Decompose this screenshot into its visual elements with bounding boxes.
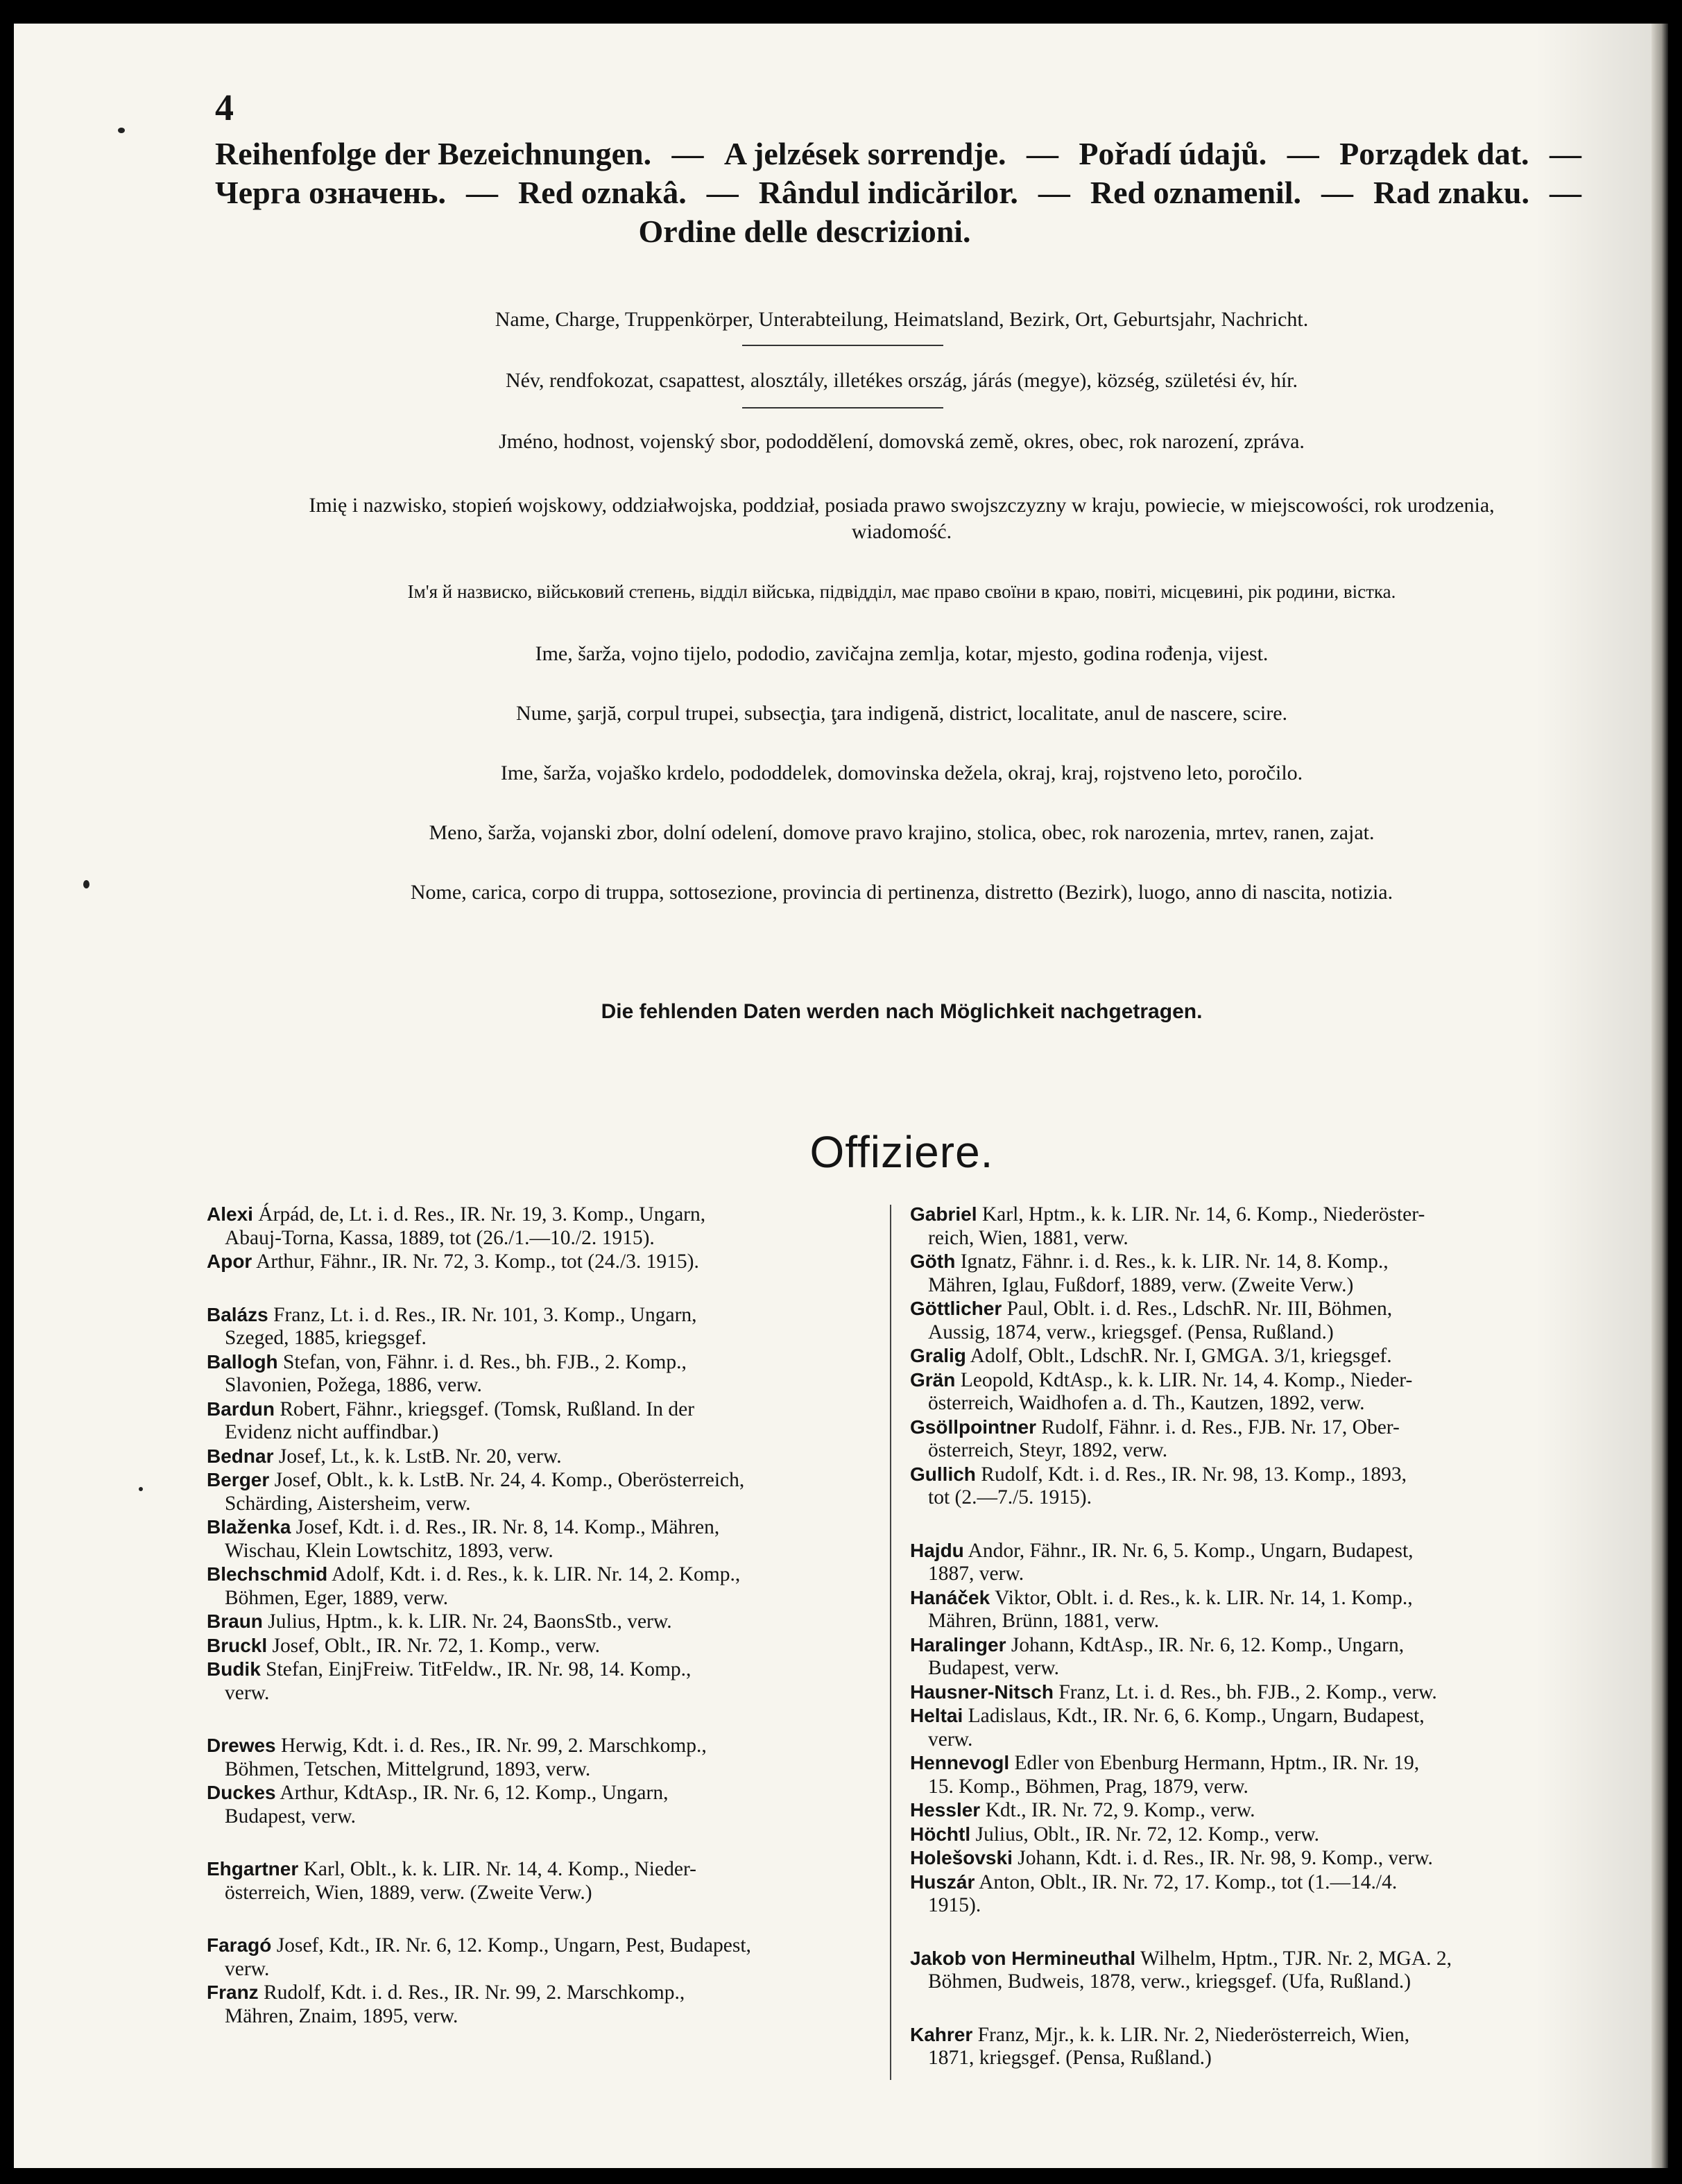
heading-part: Porządek dat. xyxy=(1339,136,1529,171)
officer-details-continued: verw. xyxy=(225,1957,270,1980)
officer-details: Josef, Oblt., k. k. LstB. Nr. 24, 4. Komp., Oberösterreich, xyxy=(274,1469,745,1491)
officer-entry xyxy=(910,1297,1565,1344)
officer-surname: Bruckl xyxy=(207,1634,268,1656)
officer-details: Robert, Fähnr., kriegsgef. (Tomsk, Rußland. In der xyxy=(280,1398,695,1420)
officer-entry xyxy=(910,1680,1565,1705)
officer-entry xyxy=(207,1610,886,1634)
page-number: 4 xyxy=(215,87,234,128)
officer-details-continued: Böhmen, Eger, 1889, verw. xyxy=(225,1586,449,1609)
entry-gap xyxy=(910,1994,1565,2023)
officer-entry xyxy=(910,1344,1565,1368)
officer-surname: Bednar xyxy=(207,1445,274,1467)
officer-surname: Hessler xyxy=(910,1799,981,1821)
officer-entry xyxy=(910,1368,1565,1416)
officer-details: Arthur, KdtAsp., IR. Nr. 6, 12. Komp., Ungarn, xyxy=(280,1782,669,1804)
heading-dash: — xyxy=(465,175,498,210)
officer-surname: Apor xyxy=(207,1250,252,1272)
officer-surname: Hausner-Nitsch xyxy=(910,1680,1054,1703)
officer-surname: Budik xyxy=(207,1658,261,1680)
officer-surname: Gsöllpointner xyxy=(910,1416,1036,1438)
heading-part: Rândul indicărilor. xyxy=(758,175,1018,210)
officer-entry xyxy=(207,1634,886,1658)
officer-details: Julius, Oblt., IR. Nr. 72, 12. Komp., verw. xyxy=(975,1823,1319,1846)
officer-details: Karl, Hptm., k. k. LIR. Nr. 14, 6. Komp., Niederöster- xyxy=(981,1203,1425,1226)
officer-surname: Jakob von Hermineuthal xyxy=(910,1947,1136,1969)
officer-details-continued: reich, Wien, 1881, verw. xyxy=(928,1226,1129,1249)
heading-part: Pořadí údajů. xyxy=(1079,136,1267,171)
key-line-czech: Jméno, hodnost, vojenský sbor, pododdělení, domovská země, okres, obec, rok narození, zpráva. xyxy=(499,430,1305,453)
officer-details: Adolf, Oblt., LdschR. Nr. I, GMGA. 3/1, kriegsgef. xyxy=(970,1345,1392,1367)
officer-entry xyxy=(207,1857,886,1904)
officer-details-continued: österreich, Wien, 1889, verw. (Zweite Verw.) xyxy=(225,1881,592,1904)
heading-part: Red oznamenil. xyxy=(1090,175,1301,210)
officer-details-continued: verw. xyxy=(928,1728,973,1751)
officer-entry xyxy=(910,1463,1565,1510)
officer-surname: Franz xyxy=(207,1981,259,2003)
key-line-ukrainian: Ім'я й назвиско, військовий степень, відділ війська, підвідділ, має право своїни в краю, повіті, місцевині, рік родини, вістка. xyxy=(407,581,1396,602)
officer-entry xyxy=(207,1468,886,1515)
officer-entry xyxy=(910,1751,1565,1798)
officer-surname: Alexi xyxy=(207,1203,253,1225)
officer-surname: Ballogh xyxy=(207,1350,278,1373)
officer-details: Arthur, Fähnr., IR. Nr. 72, 3. Komp., tot (24./3. 1915). xyxy=(256,1250,699,1273)
officer-details-continued: verw. xyxy=(225,1681,270,1704)
officer-details: Karl, Oblt., k. k. LIR. Nr. 14, 4. Komp., Nieder- xyxy=(303,1858,697,1880)
officer-details: Stefan, EinjFreiw. TitFeldw., IR. Nr. 98, 14. Komp., xyxy=(266,1658,692,1680)
officer-entry xyxy=(910,1704,1565,1751)
key-line-hungarian: Név, rendfokozat, csapattest, alosztály, illetékes ország, járás (megye), község, születési év, hír. xyxy=(505,369,1298,392)
heading-part: Reihenfolge der Bezeichnungen. xyxy=(215,136,652,171)
heading-dash: — xyxy=(1549,175,1581,210)
officer-entry xyxy=(207,1563,886,1610)
officer-entry xyxy=(207,1658,886,1705)
officer-entry xyxy=(207,1445,886,1469)
officer-details: Franz, Lt. i. d. Res., IR. Nr. 101, 3. Komp., Ungarn, xyxy=(273,1303,697,1326)
officer-surname: Duckes xyxy=(207,1782,276,1803)
officer-surname: Heltai xyxy=(910,1705,963,1726)
officer-surname: Berger xyxy=(207,1469,270,1490)
left-column xyxy=(207,1203,886,2028)
officer-details: Rudolf, Kdt. i. d. Res., IR. Nr. 99, 2. Marschkomp., xyxy=(264,1981,685,2004)
print-speck xyxy=(83,880,89,888)
heading-dash: — xyxy=(1287,136,1319,171)
officer-surname: Höchtl xyxy=(910,1823,971,1845)
officer-surname: Braun xyxy=(207,1610,263,1632)
officer-surname: Hajdu xyxy=(910,1539,964,1561)
officer-surname: Göttlicher xyxy=(910,1298,1002,1319)
officer-entry xyxy=(910,1539,1565,1586)
page-edge-shadow xyxy=(1651,24,1668,2168)
heading-dash: — xyxy=(1321,175,1353,210)
officer-details: Paul, Oblt. i. d. Res., LdschR. Nr. III, Böhmen, xyxy=(1006,1298,1393,1320)
officer-details: Kdt., IR. Nr. 72, 9. Komp., verw. xyxy=(985,1799,1255,1821)
officer-entry xyxy=(910,1633,1565,1680)
key-line-slovenian: Ime, šarža, vojaško krdelo, pododdelek, domovinska dežela, okraj, kraj, rojstveno leto, poročilo. xyxy=(500,762,1303,784)
heading-part: Rad znaku. xyxy=(1373,175,1529,210)
officer-entry xyxy=(910,1798,1565,1823)
officer-details: Rudolf, Kdt. i. d. Res., IR. Nr. 98, 13. Komp., 1893, xyxy=(981,1463,1407,1486)
officer-entry xyxy=(207,1203,886,1250)
entry-gap xyxy=(207,1705,886,1734)
officer-entry xyxy=(207,1250,886,1274)
officer-details: Josef, Kdt. i. d. Res., IR. Nr. 8, 14. Komp., Mähren, xyxy=(295,1516,720,1538)
print-speck xyxy=(118,128,125,133)
officer-surname: Balázs xyxy=(207,1303,268,1325)
officer-entry xyxy=(910,1947,1565,1994)
officer-details-continued: 1915). xyxy=(928,1894,981,1916)
officer-surname: Ehgartner xyxy=(207,1858,299,1880)
officer-details-continued: Aussig, 1874, verw., kriegsgef. (Pensa, Rußland.) xyxy=(928,1321,1334,1343)
heading-dash: — xyxy=(1549,136,1581,171)
officer-entry xyxy=(910,2023,1565,2070)
officer-surname: Göth xyxy=(910,1250,956,1272)
officer-details-continued: Böhmen, Budweis, 1878, verw., kriegsgef. (Ufa, Rußland.) xyxy=(928,1970,1411,1993)
officer-entry xyxy=(207,1515,886,1563)
key-line-slovak: Meno, šarža, vojanski zbor, dolní odelení, domove pravo krajino, stolica, obec, rok narozenia, mrtev, ranen, zajat. xyxy=(429,821,1375,844)
officer-details: Edler von Ebenburg Hermann, Hptm., IR. Nr. 19, xyxy=(1014,1752,1420,1774)
heading-line-2 xyxy=(215,173,1581,212)
missing-data-note: Die fehlenden Daten werden nach Möglichkeit nachgetragen. xyxy=(601,1000,1203,1023)
officer-details-continued: 1871, kriegsgef. (Pensa, Rußland.) xyxy=(928,2047,1212,2069)
officer-details-continued: Schärding, Aistersheim, verw. xyxy=(225,1492,471,1515)
officer-details-continued: Evidenz nicht auffindbar.) xyxy=(225,1421,439,1443)
officer-details-continued: Mähren, Brünn, 1881, verw. xyxy=(928,1610,1160,1632)
officer-details-continued: Budapest, verw. xyxy=(225,1805,356,1828)
key-line-italian: Nome, carica, corpo di truppa, sottosezione, provincia di pertinenza, distretto (Bezirk), luogo, anno di nascita, notizia. xyxy=(410,881,1393,904)
officer-surname: Gralig xyxy=(910,1345,966,1366)
officer-details-continued: 15. Komp., Böhmen, Prag, 1879, verw. xyxy=(928,1775,1248,1798)
officer-details-continued: Wischau, Klein Lowtschitz, 1893, verw. xyxy=(225,1539,553,1562)
officer-details: Leopold, KdtAsp., k. k. LIR. Nr. 14, 4. Komp., Nieder- xyxy=(960,1368,1413,1391)
heading-line-1 xyxy=(215,135,1581,173)
officer-entry xyxy=(910,1846,1565,1871)
entry-gap xyxy=(910,1918,1565,1947)
separator-rule xyxy=(742,407,943,409)
officer-details-continued: Mähren, Iglau, Fußdorf, 1889, verw. (Zweite Verw.) xyxy=(928,1273,1354,1296)
officer-details: Stefan, von, Fähnr. i. d. Res., bh. FJB., 2. Komp., xyxy=(283,1350,687,1373)
officer-surname: Kahrer xyxy=(910,2023,973,2045)
officer-surname: Faragó xyxy=(207,1934,272,1956)
officer-details-continued: Böhmen, Tetschen, Mittelgrund, 1893, verw. xyxy=(225,1757,591,1780)
officer-entry xyxy=(207,1398,886,1445)
officer-entry xyxy=(910,1250,1565,1297)
officer-entry xyxy=(207,1781,886,1828)
officer-details-continued: Mähren, Znaim, 1895, verw. xyxy=(225,2004,458,2027)
officer-entry xyxy=(207,1350,886,1398)
officer-details: Franz, Lt. i. d. Res., bh. FJB., 2. Komp., verw. xyxy=(1058,1680,1437,1703)
officer-details-continued: tot (2.—7./5. 1915). xyxy=(928,1486,1092,1508)
officer-surname: Haralinger xyxy=(910,1633,1006,1656)
entry-gap xyxy=(207,1274,886,1303)
officer-details: Johann, Kdt. i. d. Res., IR. Nr. 98, 9. Komp., verw. xyxy=(1018,1847,1433,1869)
officer-surname: Drewes xyxy=(207,1735,276,1756)
officer-details: Anton, Oblt., IR. Nr. 72, 17. Komp., tot (1.—14./4. xyxy=(979,1871,1398,1893)
officer-entry xyxy=(910,1203,1565,1250)
officer-surname: Hennevogl xyxy=(910,1752,1010,1773)
heading-dash: — xyxy=(1026,136,1058,171)
officer-details: Árpád, de, Lt. i. d. Res., IR. Nr. 19, 3. Komp., Ungarn, xyxy=(258,1203,706,1226)
entry-gap xyxy=(207,1904,886,1934)
document-page xyxy=(14,24,1668,2168)
officer-details: Andor, Fähnr., IR. Nr. 6, 5. Komp., Ungarn, Budapest, xyxy=(968,1539,1414,1562)
officer-surname: Blechschmid xyxy=(207,1563,328,1585)
officer-surname: Hanáček xyxy=(910,1586,990,1608)
officer-details-continued: 1887, verw. xyxy=(928,1563,1024,1585)
heading-part: Черга означень. xyxy=(215,175,446,210)
right-column xyxy=(910,1203,1565,2070)
key-line-romanian: Nume, şarjă, corpul trupei, subsecţia, ţara indigenă, district, localitate, anul de nascere, scire. xyxy=(515,702,1288,725)
officer-details: Rudolf, Fähnr. i. d. Res., FJB. Nr. 17, Ober- xyxy=(1041,1416,1400,1438)
officer-details: Herwig, Kdt. i. d. Res., IR. Nr. 99, 2. Marschkomp., xyxy=(281,1735,707,1757)
officer-surname: Grän xyxy=(910,1368,956,1391)
officer-surname: Holešovski xyxy=(910,1847,1013,1868)
officer-details-continued: österreich, Waidhofen a. d. Th., Kautzen, 1892, verw. xyxy=(928,1392,1365,1414)
key-line-german: Name, Charge, Truppenkörper, Unterabteilung, Heimatsland, Bezirk, Ort, Geburtsjahr, Nachricht. xyxy=(495,308,1309,331)
officer-surname: Blaženka xyxy=(207,1516,291,1538)
heading-part: A jelzések sorrendje. xyxy=(723,136,1006,171)
officer-entry xyxy=(207,1934,886,1981)
officer-entry xyxy=(910,1823,1565,1847)
heading-dash: — xyxy=(706,175,739,210)
officer-details: Ignatz, Fähnr. i. d. Res., k. k. LIR. Nr. 14, 8. Komp., xyxy=(960,1250,1389,1273)
officer-details: Ladislaus, Kdt., IR. Nr. 6, 6. Komp., Ungarn, Budapest, xyxy=(968,1705,1425,1727)
officer-entry xyxy=(207,1981,886,2028)
heading-line-3: Ordine delle descrizioni. xyxy=(638,214,971,249)
heading-part: Red oznakâ. xyxy=(517,175,687,210)
officer-entry xyxy=(207,1303,886,1350)
key-line-polish: Imię i nazwisko, stopień wojskowy, oddziałwojska, poddział, posiada prawo swojszczyzny w kraju, powiecie, w miejscowości, rok urodzenia, wiadomość. xyxy=(309,494,1495,543)
heading-dash: — xyxy=(1038,175,1070,210)
officer-details: Wilhelm, Hptm., TJR. Nr. 2, MGA. 2, xyxy=(1140,1947,1452,1970)
officer-details-continued: Slavonien, Požega, 1886, verw. xyxy=(225,1374,482,1396)
officer-surname: Bardun xyxy=(207,1398,275,1420)
officer-details: Franz, Mjr., k. k. LIR. Nr. 2, Niederösterreich, Wien, xyxy=(977,2023,1410,2046)
key-line-croatian: Ime, šarža, vojno tijelo, pododio, zavičajna zemlja, kotar, mjesto, godina rođenja, vijest. xyxy=(535,642,1269,665)
officer-details: Josef, Kdt., IR. Nr. 6, 12. Komp., Ungarn, Pest, Budapest, xyxy=(276,1934,751,1957)
officer-entry xyxy=(910,1586,1565,1633)
entry-gap xyxy=(910,1510,1565,1539)
officer-details-continued: Szeged, 1885, kriegsgef. xyxy=(225,1327,427,1349)
officer-details: Josef, Oblt., IR. Nr. 72, 1. Komp., verw. xyxy=(272,1634,601,1657)
officer-entry xyxy=(207,1734,886,1781)
officer-details-continued: Abauj-Torna, Kassa, 1889, tot (26./1.—10./2. 1915). xyxy=(225,1226,655,1249)
officer-details: Viktor, Oblt. i. d. Res., k. k. LIR. Nr. 14, 1. Komp., xyxy=(995,1586,1413,1609)
officer-details: Julius, Hptm., k. k. LIR. Nr. 24, BaonsStb., verw. xyxy=(268,1610,672,1633)
officer-surname: Gullich xyxy=(910,1463,976,1485)
officer-details: Adolf, Kdt. i. d. Res., k. k. LIR. Nr. 14, 2. Komp., xyxy=(332,1563,741,1585)
print-speck xyxy=(139,1487,143,1491)
entry-gap xyxy=(207,1828,886,1857)
officer-surname: Huszár xyxy=(910,1871,975,1893)
officer-details-continued: österreich, Steyr, 1892, verw. xyxy=(928,1439,1168,1461)
officer-details-continued: Budapest, verw. xyxy=(928,1657,1059,1679)
officer-surname: Gabriel xyxy=(910,1203,977,1225)
column-divider xyxy=(890,1205,891,2080)
officer-details: Josef, Lt., k. k. LstB. Nr. 20, verw. xyxy=(278,1445,562,1468)
separator-rule xyxy=(742,345,943,346)
officer-entry xyxy=(910,1871,1565,1918)
heading-dash: — xyxy=(671,136,704,171)
officer-details: Johann, KdtAsp., IR. Nr. 6, 12. Komp., Ungarn, xyxy=(1011,1633,1405,1656)
officer-entry xyxy=(910,1416,1565,1463)
section-title: Offiziere. xyxy=(809,1127,994,1177)
